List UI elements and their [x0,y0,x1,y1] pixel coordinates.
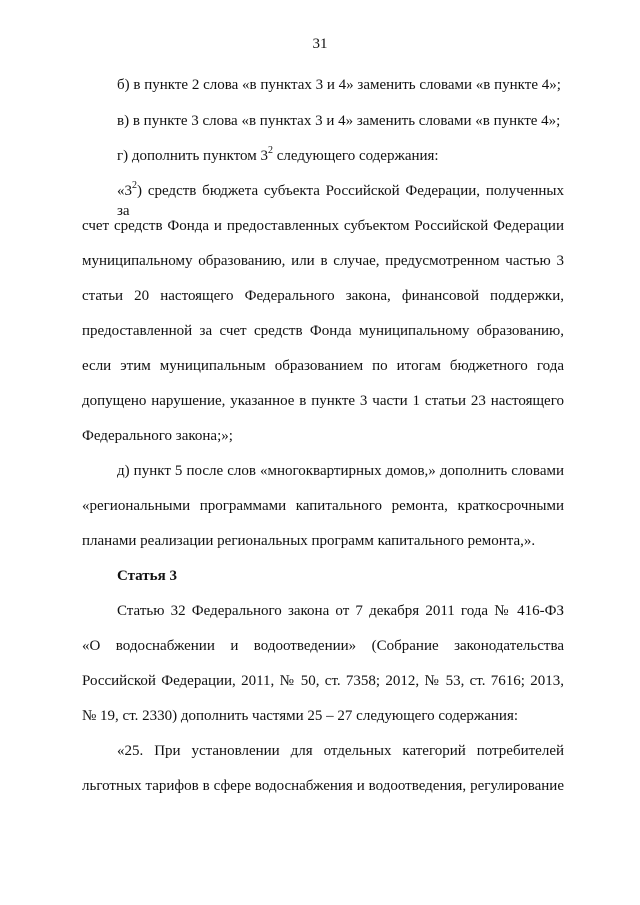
text-line: статьи 20 настоящего Федерального закона, финансовой поддержки, [82,288,564,304]
text-line: Российской Федерации, 2011, № 50, ст. 7358; 2012, № 53, ст. 7616; 2013, [82,673,564,689]
text-line: счет средств Фонда и предоставленных субъектом Российской Федерации [82,218,564,234]
text-fragment: «3 [117,183,132,199]
text-line: если этим муниципальным образованием по итогам бюджетного года [82,358,564,374]
superscript: 2 [132,180,137,191]
text-line: «25. При установлении для отдельных категорий потребителей [117,743,564,759]
article-heading: Статья 3 [117,568,177,584]
text-line-amendment-v: в) в пункте 3 слова «в пунктах 3 и 4» заменить словами «в пункте 4»; [117,113,561,129]
superscript: 2 [268,145,274,156]
text-line: «О водоснабжении и водоотведении» (Собрание законодательства [82,638,564,654]
text-line-amendment-g [117,146,564,166]
text-line: Федерального закона;»; [82,428,233,444]
text-line: «региональными программами капитального ремонта, краткосрочными [82,498,564,514]
text-fragment: ) средств бюджета субъекта Российской Федерации, полученных за [117,183,564,219]
text-fragment: г) дополнить пунктом 3 [117,148,269,164]
text-line-quote-start [117,180,564,219]
text-line: планами реализации региональных программ капитального ремонта,». [82,533,536,549]
text-line: № 19, ст. 2330) дополнить частями 25 – 27 следующего содержания: [82,708,519,724]
text-line: Статью 32 Федерального закона от 7 декабря 2011 года № 416-ФЗ [117,603,564,619]
text-line: допущено нарушение, указанное в пункте 3 части 1 статьи 23 настоящего [82,393,564,409]
text-fragment: следующего содержания: [273,148,439,164]
text-line-amendment-b: б) в пункте 2 слова «в пунктах 3 и 4» заменить словами «в пункте 4»; [117,77,561,93]
page-number: 31 [312,36,328,52]
text-line: льготных тарифов в сфере водоснабжения и водоотведения, регулирование [82,778,564,794]
text-line: предоставленной за счет средств Фонда муниципальному образованию, [82,323,564,339]
text-line-amendment-d: д) пункт 5 после слов «многоквартирных домов,» дополнить словами [117,463,564,479]
text-line: муниципальному образованию, или в случае, предусмотренном частью 3 [82,253,564,269]
